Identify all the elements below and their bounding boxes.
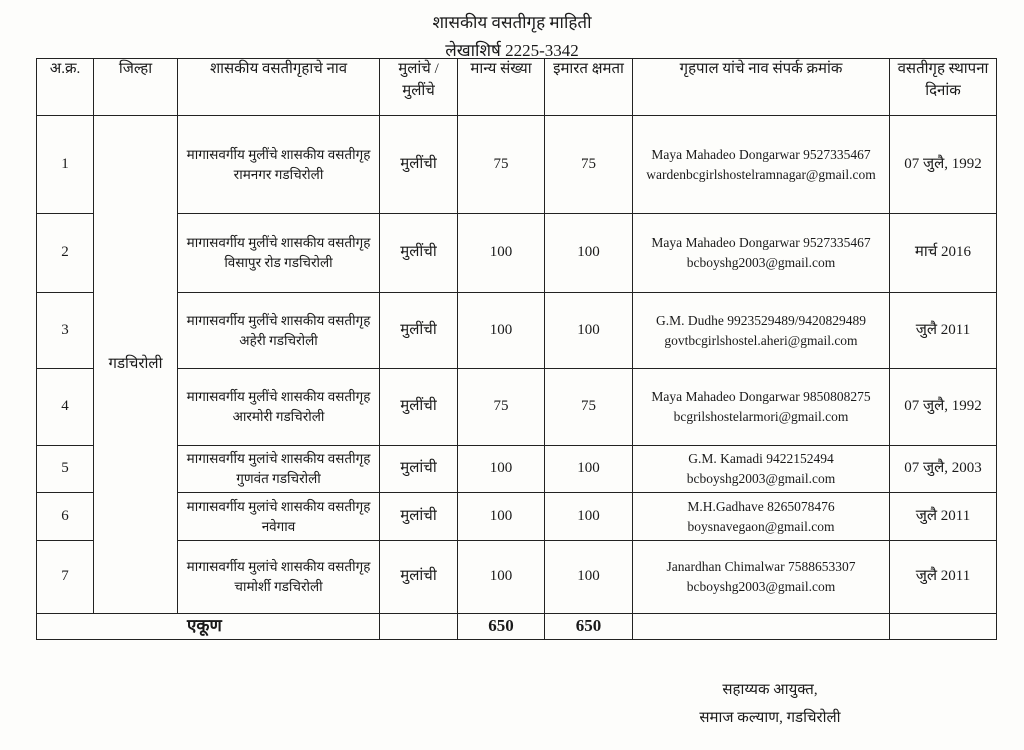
building-capacity: 75 (545, 116, 633, 214)
signature-block (640, 676, 900, 732)
total-row (37, 614, 997, 640)
warden-contact: Maya Mahadeo Dongarwar 9527335467 wardenbcgirlshostelramnagar@gmail.com (633, 116, 890, 214)
total-label: एकूण (37, 614, 380, 640)
hostel-type: मुलींची (380, 293, 458, 369)
district-cell: गडचिरोली (94, 116, 178, 614)
building-capacity: 100 (545, 293, 633, 369)
sanctioned-count: 100 (458, 446, 545, 493)
header-type: मुलांचे / मुलींचे (380, 59, 458, 116)
sanctioned-count: 100 (458, 541, 545, 614)
sanctioned-count: 75 (458, 116, 545, 214)
signature-title: सहाय्यक आयुक्त, (722, 682, 818, 698)
sanctioned-count: 100 (458, 493, 545, 541)
building-capacity: 75 (545, 369, 633, 446)
header-district: जिल्हा (94, 59, 178, 116)
warden-contact: Maya Mahadeo Dongarwar 9850808275 bcgrilshostelarmori@gmail.com (633, 369, 890, 446)
row-number: 2 (37, 214, 94, 293)
row-number: 5 (37, 446, 94, 493)
established-date: मार्च 2016 (890, 214, 997, 293)
warden-contact: G.M. Kamadi 9422152494 bcboyshg2003@gmail.com (633, 446, 890, 493)
document-subtitle: लेखाशिर्ष 2225-3342 (445, 41, 579, 60)
table-row (37, 369, 997, 446)
hostel-name: मागासवर्गीय मुलींचे शासकीय वसतीगृह अहेरी गडचिरोली (178, 293, 380, 369)
hostel-name: मागासवर्गीय मुलांचे शासकीय वसतीगृह गुणवंत गडचिरोली (178, 446, 380, 493)
hostel-name: मागासवर्गीय मुलींचे शासकीय वसतीगृह आरमोरी गडचिरोली (178, 369, 380, 446)
established-date: 07 जुलै, 1992 (890, 369, 997, 446)
sanctioned-count: 75 (458, 369, 545, 446)
building-capacity: 100 (545, 541, 633, 614)
total-sanctioned: 650 (458, 614, 545, 640)
header-capacity: इमारत क्षमता (545, 59, 633, 116)
established-date: 07 जुलै, 2003 (890, 446, 997, 493)
total-capacity: 650 (545, 614, 633, 640)
row-number: 1 (37, 116, 94, 214)
established-date: जुलै 2011 (890, 293, 997, 369)
hostel-type: मुलींची (380, 369, 458, 446)
table-row (37, 446, 997, 493)
table-row (37, 293, 997, 369)
document-title: शासकीय वसतीगृह माहिती (432, 13, 592, 32)
header-no: अ.क्र. (37, 59, 94, 116)
header-date: वसतीगृह स्थापना दिनांक (890, 59, 997, 116)
warden-contact: Maya Mahadeo Dongarwar 9527335467 bcboyshg2003@gmail.com (633, 214, 890, 293)
established-date: जुलै 2011 (890, 541, 997, 614)
row-number: 6 (37, 493, 94, 541)
header-sanctioned: मान्य संख्या (458, 59, 545, 116)
header-name: शासकीय वसतीगृहाचे नाव (178, 59, 380, 116)
hostel-table (36, 58, 997, 640)
sanctioned-count: 100 (458, 214, 545, 293)
building-capacity: 100 (545, 493, 633, 541)
building-capacity: 100 (545, 214, 633, 293)
warden-contact: M.H.Gadhave 8265078476 boysnavegaon@gmail.com (633, 493, 890, 541)
hostel-type: मुलांची (380, 493, 458, 541)
row-number: 4 (37, 369, 94, 446)
hostel-name: मागासवर्गीय मुलांचे शासकीय वसतीगृह चामोर्शी गडचिरोली (178, 541, 380, 614)
established-date: जुलै 2011 (890, 493, 997, 541)
table-row (37, 493, 997, 541)
row-number: 7 (37, 541, 94, 614)
established-date: 07 जुलै, 1992 (890, 116, 997, 214)
sanctioned-count: 100 (458, 293, 545, 369)
warden-contact: G.M. Dudhe 9923529489/9420829489 govtbcgirlshostel.aheri@gmail.com (633, 293, 890, 369)
hostel-type: मुलींची (380, 214, 458, 293)
building-capacity: 100 (545, 446, 633, 493)
hostel-type: मुलांची (380, 541, 458, 614)
hostel-name: मागासवर्गीय मुलींचे शासकीय वसतीगृह रामनगर गडचिरोली (178, 116, 380, 214)
hostel-type: मुलींची (380, 116, 458, 214)
table-row (37, 214, 997, 293)
hostel-name: मागासवर्गीय मुलांचे शासकीय वसतीगृह नवेगाव (178, 493, 380, 541)
warden-contact: Janardhan Chimalwar 7588653307 bcboyshg2003@gmail.com (633, 541, 890, 614)
hostel-type: मुलांची (380, 446, 458, 493)
header-contact: गृहपाल यांचे नाव संपर्क क्रमांक (633, 59, 890, 116)
hostel-name: मागासवर्गीय मुलींचे शासकीय वसतीगृह विसापुर रोड गडचिरोली (178, 214, 380, 293)
signature-office: समाज कल्याण, गडचिरोली (699, 710, 841, 726)
table-row (37, 116, 997, 214)
table-row (37, 541, 997, 614)
row-number: 3 (37, 293, 94, 369)
